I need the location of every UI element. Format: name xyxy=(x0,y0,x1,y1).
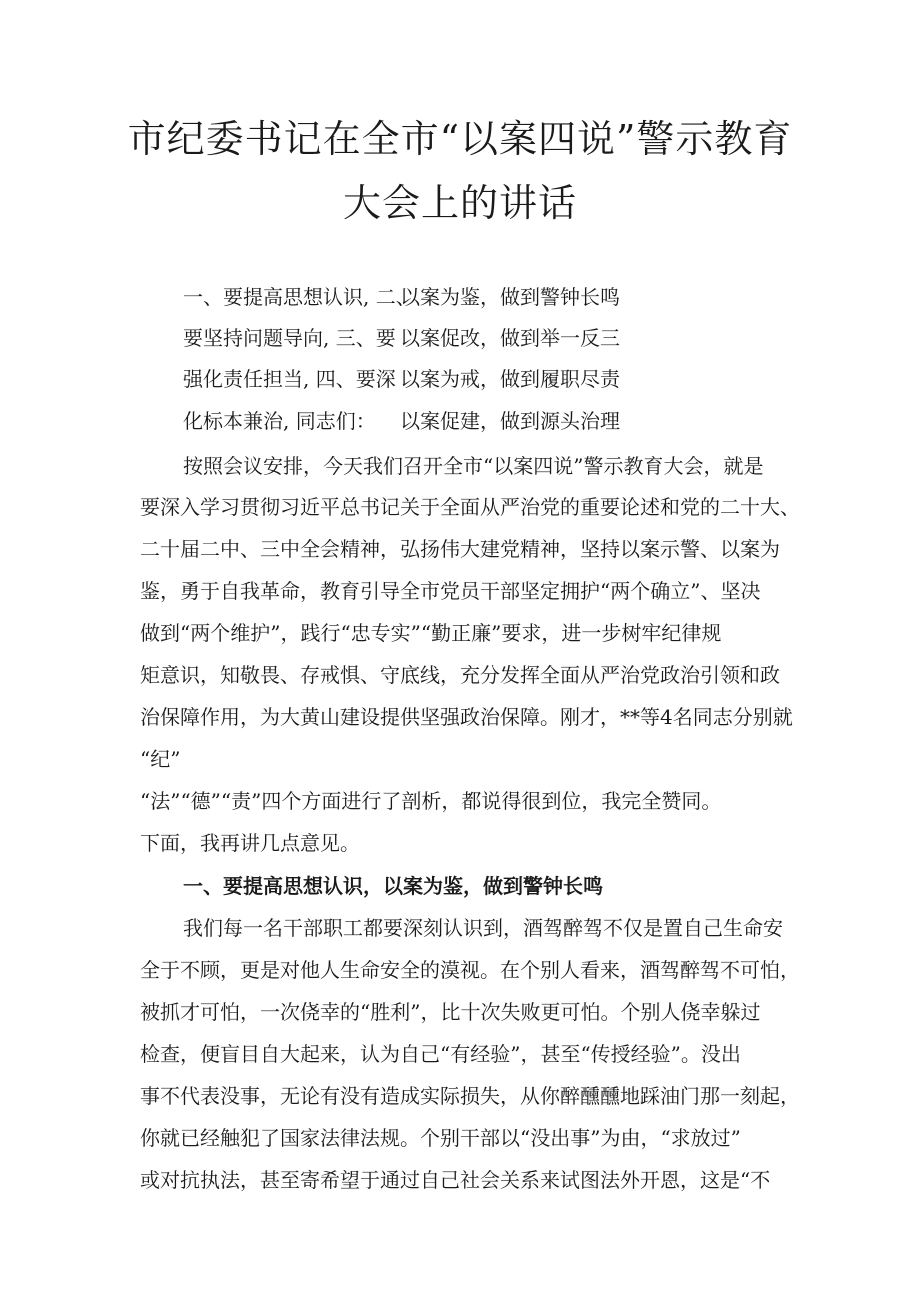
intro-paragraph-line: 按照会议安排，今天我们召开全市“以案四说”警示教育大会，就是 xyxy=(183,454,764,478)
intro-paragraph-line: 矩意识，知敬畏、存戒惧、守底线，充分发挥全面从严治党政治引领和政 xyxy=(140,663,780,687)
toc-left-text: 要坚持问题导向, 三、要 xyxy=(183,326,396,350)
intro-paragraph-line: 二十届二中、三中全会精神，弘扬伟大建党精神，坚持以案示警、以案为 xyxy=(140,537,780,561)
intro-paragraph-line: 治保障作用，为大黄山建设提供坚强政治保障。刚才，**等4名同志分别就 xyxy=(140,705,793,729)
section-heading: 一、要提高思想认识，以案为鉴，做到警钟长鸣 xyxy=(183,874,603,898)
section-paragraph-line: 事不代表没事，无论有没有造成实际损失，从你醉醺醺地踩油门那一刻起， xyxy=(140,1084,800,1108)
toc-left-text: 强化责任担当, 四、要深 xyxy=(183,367,396,391)
section-paragraph-line: 被抓才可怕，一次侥幸的“胜利”，比十次失败更可怕。个别人侥幸躲过 xyxy=(140,1000,761,1024)
intro-paragraph-line: 鉴，勇于自我革命，教育引导全市党员干部坚定拥护“两个确立”、坚决 xyxy=(140,579,761,603)
toc-right-text: 以案促改，做到举一反三 xyxy=(400,326,620,350)
intro-paragraph-line: 下面，我再讲几点意见。 xyxy=(140,831,360,855)
toc-right-text: 以案为戒，做到履职尽责 xyxy=(400,367,620,391)
toc-left-text: 化标本兼治, 同志们： xyxy=(183,409,376,433)
intro-paragraph-line: 要深入学习贯彻习近平总书记关于全面从严治党的重要论述和党的二十大、 xyxy=(140,495,800,519)
section-paragraph-line: 我们每一名干部职工都要深刻认识到，酒驾醉驾不仅是置自己生命安 xyxy=(183,916,783,940)
toc-right-text: 以案促建，做到源头治理 xyxy=(400,409,620,433)
toc-right-text: 以案为鉴，做到警钟长鸣 xyxy=(400,285,620,309)
intro-paragraph-line: 做到“两个维护”，践行“忠专实”“勤正廉”要求，进一步树牢纪律规 xyxy=(140,621,722,645)
document-title-line-2: 大会上的讲话 xyxy=(342,181,577,225)
section-paragraph-line: 全于不顾，更是对他人生命安全的漠视。在个别人看来，酒驾醉驾不可怕， xyxy=(140,958,800,982)
document-title-line-1: 市纪委书记在全市“以案四说”警示教育 xyxy=(127,117,793,161)
intro-paragraph-line: “法”“德”“责”四个方面进行了剖析，都说得很到位，我完全赞同。 xyxy=(140,789,722,813)
section-paragraph-line: 检查，便盲目自大起来，认为自己“有经验”，甚至“传授经验”。没出 xyxy=(140,1042,741,1066)
toc-left-text: 一、要提高思想认识, 二、 xyxy=(183,285,416,309)
intro-paragraph-line: “纪” xyxy=(140,747,181,771)
section-paragraph-line: 或对抗执法，甚至寄希望于通过自己社会关系来试图法外开恩，这是“不 xyxy=(140,1168,771,1192)
section-paragraph-line: 你就已经触犯了国家法律法规。个别干部以“没出事”为由，“求放过” xyxy=(140,1126,741,1150)
